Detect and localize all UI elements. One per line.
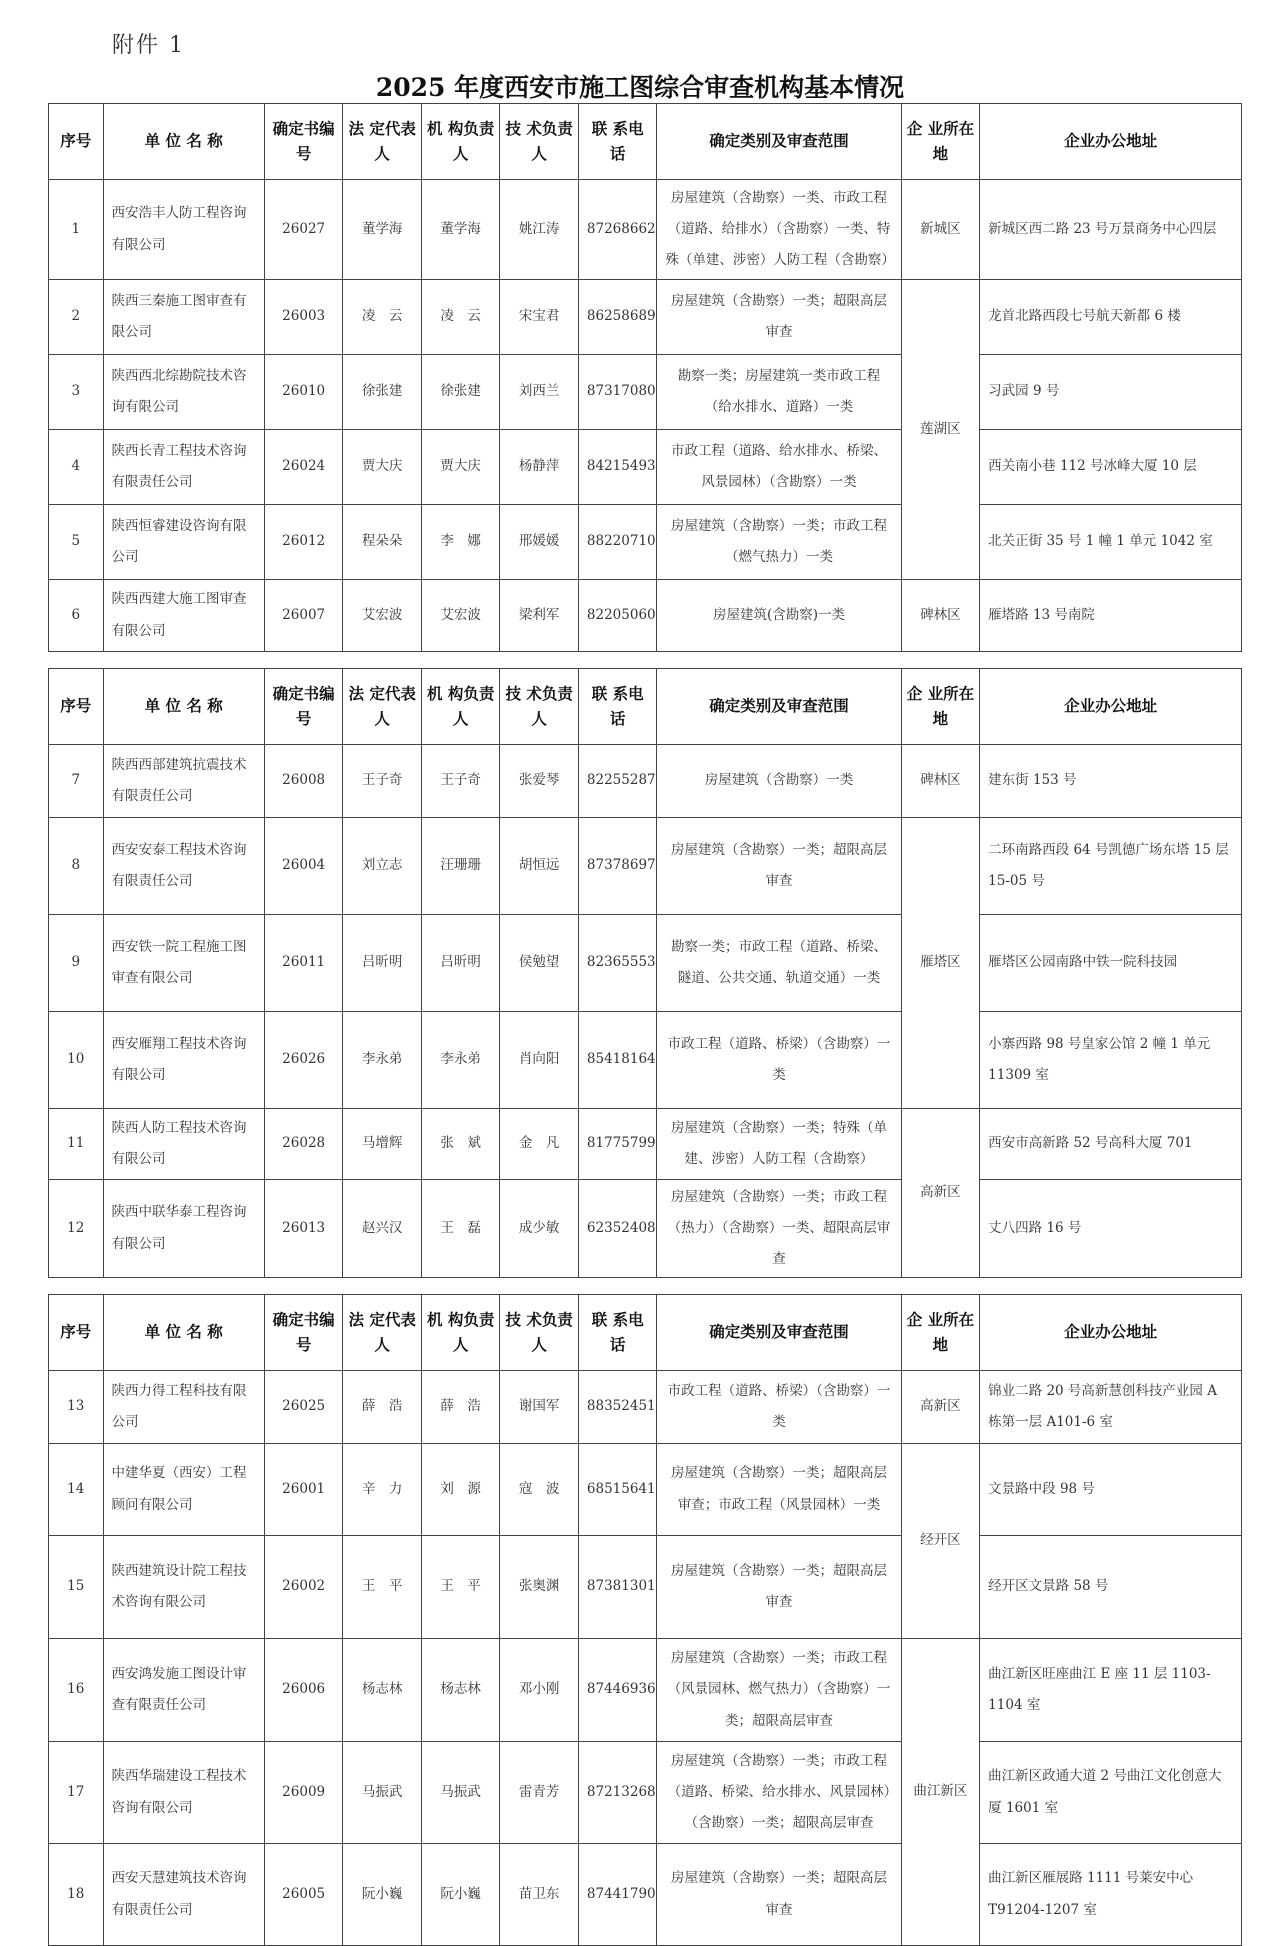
row-number: 7 [49,745,104,818]
header-legal: 法 定代表人 [343,104,422,180]
technical-head: 张奥渊 [500,1536,579,1639]
office-address: 文景路中段 98 号 [980,1444,1242,1536]
office-address: 曲江新区雁展路 1111 号莱安中心 T91204-1207 室 [980,1844,1242,1946]
header-tech: 技 术负责人 [500,1295,579,1371]
table-row [49,745,1242,818]
certificate-number: 26013 [264,1180,343,1278]
table-row [49,180,1242,280]
certificate-number: 26026 [264,1012,343,1109]
header-name: 单 位 名 称 [103,104,264,180]
technical-head: 肖向阳 [500,1012,579,1109]
legal-representative: 阮小巍 [343,1844,422,1946]
row-number: 1 [49,180,104,280]
certificate-number: 26007 [264,580,343,652]
legal-representative: 徐张建 [343,355,422,430]
institution-table-part-3 [48,1294,1242,1946]
header-address: 企业办公地址 [980,669,1242,745]
legal-representative: 贾大庆 [343,430,422,505]
technical-head: 金 凡 [500,1109,579,1180]
contact-phone: 87213268 [578,1742,657,1844]
certificate-number: 26004 [264,818,343,915]
district: 高新区 [901,1371,980,1444]
contact-phone: 86258689 [578,280,657,355]
institution-table-part-2 [48,668,1242,1278]
company-name: 陕西人防工程技术咨询有限公司 [103,1109,264,1180]
table-row [49,1371,1242,1444]
contact-phone: 82255287 [578,745,657,818]
table-row [49,915,1242,1012]
table-row [49,1742,1242,1844]
table-row [49,1536,1242,1639]
office-address: 雁塔路 13 号南院 [980,580,1242,652]
certificate-number: 26001 [264,1444,343,1536]
certificate-number: 26010 [264,355,343,430]
review-scope: 市政工程（道路、桥梁）（含勘察）一类 [657,1371,901,1444]
legal-representative: 吕昕明 [343,915,422,1012]
contact-phone: 82365553 [578,915,657,1012]
review-scope: 房屋建筑（含勘察）一类；超限高层审查 [657,1536,901,1639]
header-legal: 法 定代表人 [343,1295,422,1371]
header-seq: 序号 [49,669,104,745]
header-head: 机 构负责人 [421,669,500,745]
district: 高新区 [901,1109,980,1278]
legal-representative: 马振武 [343,1742,422,1844]
document-title: 2025 年度西安市施工图综合审查机构基本情况 [375,73,905,102]
header-tech: 技 术负责人 [500,104,579,180]
institution-head: 董学海 [421,180,500,280]
office-address: 龙首北路西段七号航天新都 6 楼 [980,280,1242,355]
contact-phone: 87268662 [578,180,657,280]
header-seq: 序号 [49,1295,104,1371]
office-address: 新城区西二路 23 号万景商务中心四层 [980,180,1242,280]
table-row [49,1012,1242,1109]
review-scope: 房屋建筑（含勘察）一类、市政工程（道路、给排水）（含勘察）一类、特殊（单建、涉密）人防工程（含勘察） [657,180,901,280]
review-scope: 勘察一类；市政工程（道路、桥梁、隧道、公共交通、轨道交通）一类 [657,915,901,1012]
header-phone: 联 系电 话 [578,1295,657,1371]
table-row [49,505,1242,580]
technical-head: 杨静萍 [500,430,579,505]
legal-representative: 王子奇 [343,745,422,818]
review-scope: 房屋建筑（含勘察）一类；超限高层审查 [657,818,901,915]
institution-head: 李 娜 [421,505,500,580]
certificate-number: 26028 [264,1109,343,1180]
institution-head: 马振武 [421,1742,500,1844]
header-head: 机 构负责人 [421,1295,500,1371]
office-address: 曲江新区政通大道 2 号曲江文化创意大厦 1601 室 [980,1742,1242,1844]
header-district: 企 业所在地 [901,104,980,180]
contact-phone: 87378697 [578,818,657,915]
office-address: 雁塔区公园南路中铁一院科技园 [980,915,1242,1012]
office-address: 西关南小巷 112 号冰峰大厦 10 层 [980,430,1242,505]
header-cert: 确定书编 号 [264,1295,343,1371]
company-name: 陕西西部建筑抗震技术有限责任公司 [103,745,264,818]
table-row [49,355,1242,430]
review-scope: 市政工程（道路、给水排水、桥梁、风景园林）（含勘察）一类 [657,430,901,505]
institution-head: 王 磊 [421,1180,500,1278]
institution-head: 刘 源 [421,1444,500,1536]
technical-head: 侯勉望 [500,915,579,1012]
office-address: 丈八四路 16 号 [980,1180,1242,1278]
header-legal: 法 定代表人 [343,669,422,745]
technical-head: 寇 波 [500,1444,579,1536]
company-name: 西安铁一院工程施工图审查有限公司 [103,915,264,1012]
company-name: 中建华夏（西安）工程顾问有限公司 [103,1444,264,1536]
row-number: 16 [49,1639,104,1742]
technical-head: 雷青芳 [500,1742,579,1844]
certificate-number: 26003 [264,280,343,355]
table-row [49,430,1242,505]
contact-phone: 87441790 [578,1844,657,1946]
table-row [49,580,1242,652]
review-scope: 房屋建筑（含勘察）一类；市政工程（风景园林、燃气热力）（含勘察）一类；超限高层审查 [657,1639,901,1742]
legal-representative: 凌 云 [343,280,422,355]
company-name: 陕西三秦施工图审查有限公司 [103,280,264,355]
company-name: 陕西长青工程技术咨询有限责任公司 [103,430,264,505]
certificate-number: 26008 [264,745,343,818]
company-name: 陕西华瑞建设工程技术咨询有限公司 [103,1742,264,1844]
contact-phone: 85418164 [578,1012,657,1109]
row-number: 6 [49,580,104,652]
company-name: 西安天慧建筑技术咨询有限责任公司 [103,1844,264,1946]
table-row [49,1639,1242,1742]
row-number: 10 [49,1012,104,1109]
company-name: 西安鸿发施工图设计审查有限责任公司 [103,1639,264,1742]
certificate-number: 26012 [264,505,343,580]
certificate-number: 26006 [264,1639,343,1742]
header-address: 企业办公地址 [980,1295,1242,1371]
contact-phone: 81775799 [578,1109,657,1180]
row-number: 4 [49,430,104,505]
certificate-number: 26002 [264,1536,343,1639]
district: 雁塔区 [901,818,980,1109]
technical-head: 张爱琴 [500,745,579,818]
district: 曲江新区 [901,1639,980,1946]
header-name: 单 位 名 称 [103,669,264,745]
office-address: 锦业二路 20 号高新慧创科技产业园 A 栋第一层 A101-6 室 [980,1371,1242,1444]
technical-head: 梁利军 [500,580,579,652]
review-scope: 房屋建筑（含勘察）一类；超限高层审查 [657,1844,901,1946]
row-number: 14 [49,1444,104,1536]
certificate-number: 26009 [264,1742,343,1844]
district: 经开区 [901,1444,980,1639]
office-address: 西安市高新路 52 号高科大厦 701 [980,1109,1242,1180]
legal-representative: 马增辉 [343,1109,422,1180]
header-address: 企业办公地址 [980,104,1242,180]
header-scope: 确定类别及审查范围 [657,104,901,180]
table-row [49,1444,1242,1536]
institution-head: 徐张建 [421,355,500,430]
legal-representative: 辛 力 [343,1444,422,1536]
technical-head: 苗卫东 [500,1844,579,1946]
contact-phone: 87381301 [578,1536,657,1639]
certificate-number: 26005 [264,1844,343,1946]
company-name: 陕西力得工程科技有限公司 [103,1371,264,1444]
technical-head: 邓小刚 [500,1639,579,1742]
company-name: 陕西恒睿建设咨询有限公司 [103,505,264,580]
certificate-number: 26027 [264,180,343,280]
district: 碑林区 [901,580,980,652]
office-address: 北关正街 35 号 1 幢 1 单元 1042 室 [980,505,1242,580]
institution-head: 吕昕明 [421,915,500,1012]
table-row [49,818,1242,915]
office-address: 经开区文景路 58 号 [980,1536,1242,1639]
row-number: 17 [49,1742,104,1844]
certificate-number: 26025 [264,1371,343,1444]
header-district: 企 业所在地 [901,1295,980,1371]
contact-phone: 82205060 [578,580,657,652]
header-scope: 确定类别及审查范围 [657,669,901,745]
review-scope: 房屋建筑（含勘察）一类；市政工程（燃气热力）一类 [657,505,901,580]
company-name: 陕西建筑设计院工程技术咨询有限公司 [103,1536,264,1639]
company-name: 西安浩丰人防工程咨询有限公司 [103,180,264,280]
technical-head: 成少敏 [500,1180,579,1278]
district: 碑林区 [901,745,980,818]
review-scope: 房屋建筑（含勘察）一类；市政工程（道路、桥梁、给水排水、风景园林）（含勘察）一类；超限高层审查 [657,1742,901,1844]
header-cert: 确定书编 号 [264,104,343,180]
institution-head: 王子奇 [421,745,500,818]
table-row [49,1844,1242,1946]
review-scope: 市政工程（道路、桥梁）（含勘察）一类 [657,1012,901,1109]
row-number: 2 [49,280,104,355]
row-number: 9 [49,915,104,1012]
contact-phone: 88220710 [578,505,657,580]
table-header-row [49,1295,1242,1371]
header-head: 机 构负责人 [421,104,500,180]
table-row [49,1180,1242,1278]
office-address: 曲江新区旺座曲江 E 座 11 层 1103-1104 室 [980,1639,1242,1742]
review-scope: 房屋建筑（含勘察）一类 [657,745,901,818]
row-number: 8 [49,818,104,915]
legal-representative: 刘立志 [343,818,422,915]
row-number: 5 [49,505,104,580]
legal-representative: 艾宏波 [343,580,422,652]
office-address: 小寨西路 98 号皇家公馆 2 幢 1 单元 11309 室 [980,1012,1242,1109]
contact-phone: 87317080 [578,355,657,430]
institution-head: 汪珊珊 [421,818,500,915]
contact-phone: 68515641 [578,1444,657,1536]
technical-head: 宋宝君 [500,280,579,355]
legal-representative: 王 平 [343,1536,422,1639]
certificate-number: 26024 [264,430,343,505]
company-name: 陕西西北综勘院技术咨询有限公司 [103,355,264,430]
company-name: 西安安泰工程技术咨询有限责任公司 [103,818,264,915]
row-number: 3 [49,355,104,430]
technical-head: 姚江涛 [500,180,579,280]
header-scope: 确定类别及审查范围 [657,1295,901,1371]
technical-head: 谢国军 [500,1371,579,1444]
header-phone: 联 系电 话 [578,669,657,745]
institution-head: 贾大庆 [421,430,500,505]
contact-phone: 88352451 [578,1371,657,1444]
header-name: 单 位 名 称 [103,1295,264,1371]
legal-representative: 赵兴汉 [343,1180,422,1278]
row-number: 15 [49,1536,104,1639]
institution-table-part-1 [48,103,1242,652]
table-header-row [49,669,1242,745]
legal-representative: 杨志林 [343,1639,422,1742]
review-scope: 房屋建筑（含勘察）一类；市政工程（热力）（含勘察）一类、超限高层审查 [657,1180,901,1278]
review-scope: 房屋建筑（含勘察）一类；超限高层审查 [657,280,901,355]
header-phone: 联 系电 话 [578,104,657,180]
certificate-number: 26011 [264,915,343,1012]
company-name: 西安雁翔工程技术咨询有限公司 [103,1012,264,1109]
attachment-label: 附件 1 [112,33,185,58]
contact-phone: 87446936 [578,1639,657,1742]
office-address: 二环南路西段 64 号凯德广场东塔 15 层 15-05 号 [980,818,1242,915]
technical-head: 胡恒远 [500,818,579,915]
review-scope: 房屋建筑（含勘察）一类；特殊（单建、涉密）人防工程（含勘察） [657,1109,901,1180]
review-scope: 勘察一类；房屋建筑一类市政工程（给水排水、道路）一类 [657,355,901,430]
legal-representative: 董学海 [343,180,422,280]
header-cert: 确定书编 号 [264,669,343,745]
header-tech: 技 术负责人 [500,669,579,745]
office-address: 习武园 9 号 [980,355,1242,430]
institution-head: 阮小巍 [421,1844,500,1946]
district: 新城区 [901,180,980,280]
institution-head: 凌 云 [421,280,500,355]
row-number: 11 [49,1109,104,1180]
legal-representative: 薛 浩 [343,1371,422,1444]
legal-representative: 程朵朵 [343,505,422,580]
row-number: 12 [49,1180,104,1278]
institution-head: 薛 浩 [421,1371,500,1444]
institution-head: 杨志林 [421,1639,500,1742]
institution-head: 艾宏波 [421,580,500,652]
company-name: 陕西西建大施工图审查有限公司 [103,580,264,652]
institution-head: 李永弟 [421,1012,500,1109]
header-seq: 序号 [49,104,104,180]
technical-head: 邢媛媛 [500,505,579,580]
technical-head: 刘西兰 [500,355,579,430]
legal-representative: 李永弟 [343,1012,422,1109]
table-row [49,1109,1242,1180]
table-row [49,280,1242,355]
institution-head: 王 平 [421,1536,500,1639]
contact-phone: 62352408 [578,1180,657,1278]
review-scope: 房屋建筑（含勘察）一类；超限高层审查；市政工程（风景园林）一类 [657,1444,901,1536]
district: 莲湖区 [901,280,980,580]
institution-head: 张 斌 [421,1109,500,1180]
office-address: 建东街 153 号 [980,745,1242,818]
contact-phone: 84215493 [578,430,657,505]
row-number: 18 [49,1844,104,1946]
review-scope: 房屋建筑(含勘察)一类 [657,580,901,652]
company-name: 陕西中联华泰工程咨询有限公司 [103,1180,264,1278]
row-number: 13 [49,1371,104,1444]
table-header-row [49,104,1242,180]
header-district: 企 业所在地 [901,669,980,745]
